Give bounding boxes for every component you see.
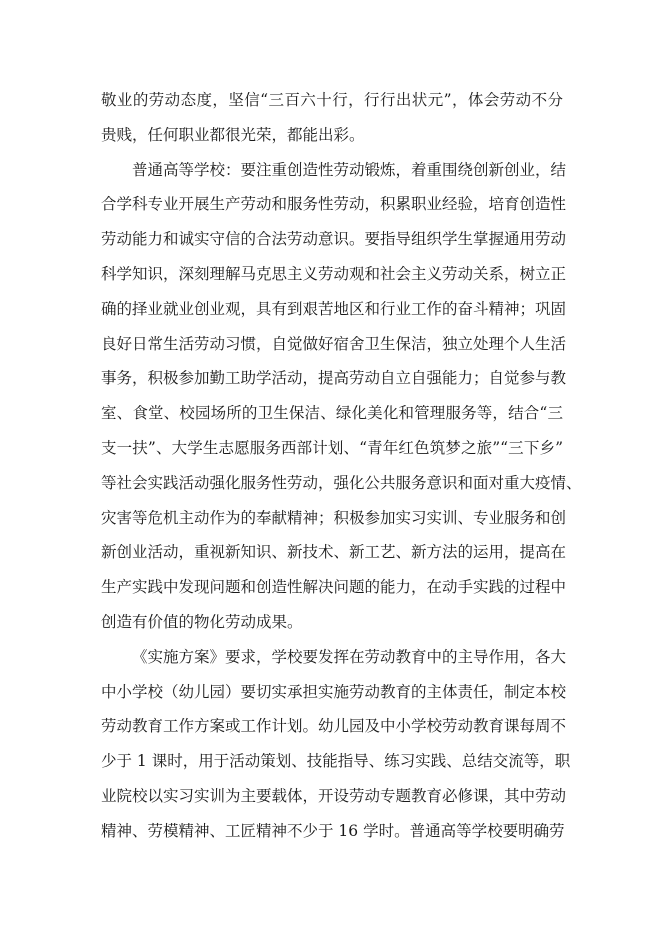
text-line: 事务，积极参加勤工助学活动，提高劳动自立自强能力；自觉参与教 — [101, 369, 567, 388]
text-line: 少于 1 课时，用于活动策划、技能指导、练习实践、总结交流等，职 — [101, 752, 571, 771]
text-line: 科学知识，深刻理解马克思主义劳动观和社会主义劳动关系，树立正 — [101, 264, 567, 283]
text-line: 等社会实践活动强化服务性劳动，强化公共服务意识和面对重大疫情、 — [101, 473, 582, 492]
text-line: 普通高等学校：要注重创造性劳动锻炼，着重围绕创新创业，结 — [132, 160, 567, 179]
text-line: 劳动教育工作方案或工作计划。幼儿园及中小学校劳动教育课每周不 — [101, 717, 567, 736]
text-line: 业院校以实习实训为主要载体，开设劳动专题教育必修课，其中劳动 — [101, 786, 567, 805]
text-line: 《实施方案》要求，学校要发挥在劳动教育中的主导作用，各大 — [132, 647, 567, 666]
document-body — [101, 83, 582, 849]
paragraph — [101, 640, 571, 849]
text-line: 中小学校（幼儿园）要切实承担实施劳动教育的主体责任，制定本校 — [101, 682, 567, 701]
text-line: 灾害等危机主动作为的奉献精神；积极参加实习实训、专业服务和创 — [101, 508, 567, 527]
text-line: 支一扶”、大学生志愿服务西部计划、“青年红色筑梦之旅”“三下乡” — [101, 438, 563, 457]
paragraph — [101, 153, 582, 640]
text-line: 室、食堂、校园场所的卫生保洁、绿化美化和管理服务等，结合“三 — [101, 404, 563, 423]
text-line: 确的择业就业创业观，具有到艰苦地区和行业工作的奋斗精神；巩固 — [101, 299, 567, 318]
text-line: 良好日常生活劳动习惯，自觉做好宿舍卫生保洁，独立处理个人生活 — [101, 334, 567, 353]
text-line: 敬业的劳动态度，坚信“三百六十行，行行出状元”，体会劳动不分 — [101, 91, 563, 109]
text-line: 创造有价值的物化劳动成果。 — [101, 612, 303, 631]
text-line: 劳动能力和诚实守信的合法劳动意识。要指导组织学生掌握通用劳动 — [101, 230, 567, 249]
paragraph — [101, 83, 563, 153]
text-line: 贵贱，任何职业都很光荣，都能出彩。 — [101, 125, 365, 144]
text-line: 生产实践中发现问题和创造性解决问题的能力，在动手实践的过程中 — [101, 578, 567, 597]
text-line: 精神、劳模精神、工匠精神不少于 16 学时。普通高等学校要明确劳 — [101, 821, 565, 840]
text-line: 新创业活动，重视新知识、新技术、新工艺、新方法的运用，提高在 — [101, 543, 567, 562]
text-line: 合学科专业开展生产劳动和服务性劳动，积累职业经验，培育创造性 — [101, 195, 567, 214]
